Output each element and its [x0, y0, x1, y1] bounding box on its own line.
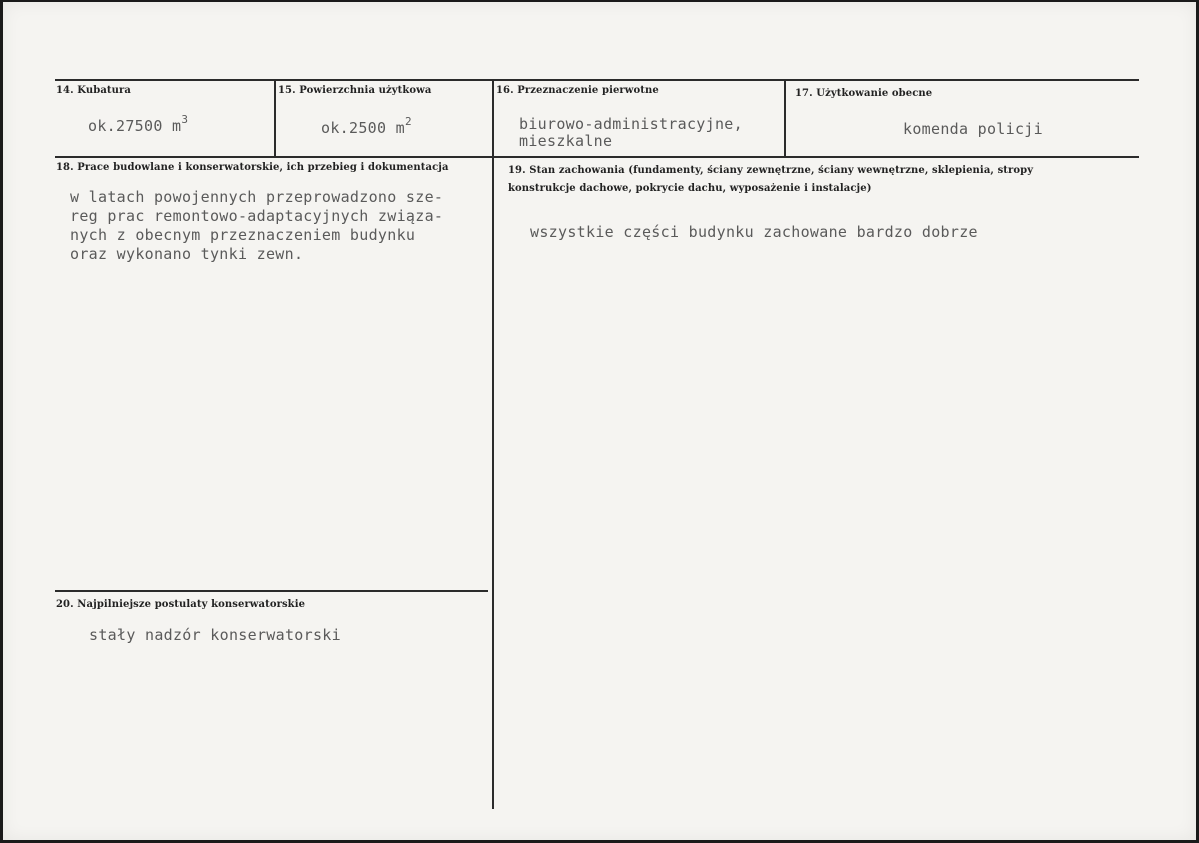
top-rule — [55, 79, 1139, 81]
prace-line: w latach powojennych przeprowadzono sze- — [70, 188, 444, 206]
powierzchnia-number: ok.2500 m — [321, 119, 405, 137]
kubatura-value — [88, 115, 188, 135]
kubatura-number: ok.27500 m — [88, 117, 182, 135]
uzytkowanie-value: komenda policji — [903, 120, 1043, 138]
przeznaczenie-line: biurowo-administracyjne, — [519, 115, 743, 133]
uzytkowanie-label: 17. Użytkowanie obecne — [795, 88, 933, 99]
postulaty-label: 20. Najpilniejsze postulaty konserwatorskie — [56, 599, 306, 610]
prace-line: reg prac remontowo-adaptacyjnych związa- — [70, 207, 444, 225]
przeznaczenie-line: mieszkalne — [519, 132, 613, 150]
record-card — [3, 2, 1196, 840]
prace-line: nych z obecnym przeznaczeniem budynku — [70, 226, 416, 244]
section-20-rule — [55, 590, 488, 592]
przeznaczenie-label: 16. Przeznaczenie pierwotne — [496, 85, 659, 96]
kubatura-unit-exponent: 3 — [181, 113, 189, 126]
stan-zachowania-label-line: konstrukcje dachowe, pokrycie dachu, wyposażenie i instalacje) — [508, 183, 872, 194]
postulaty-value: stały nadzór konserwatorski — [89, 626, 341, 644]
divider-14-15 — [274, 79, 276, 157]
divider-16-17 — [784, 79, 786, 157]
prace-line: oraz wykonano tynki zewn. — [70, 245, 304, 263]
divider-main — [492, 79, 494, 809]
kubatura-label: 14. Kubatura — [56, 85, 131, 96]
stan-zachowania-label-line: 19. Stan zachowania (fundamenty, ściany zewnętrzne, ściany wewnętrzne, sklepienia, stropy — [508, 165, 1034, 176]
powierzchnia-label: 15. Powierzchnia użytkowa — [278, 85, 432, 96]
powierzchnia-value — [321, 117, 412, 137]
prace-value — [70, 188, 443, 264]
row1-bottom-rule — [55, 156, 1139, 158]
powierzchnia-unit-exponent: 2 — [404, 115, 412, 128]
prace-label: 18. Prace budowlane i konserwatorskie, ich przebieg i dokumentacja — [56, 162, 449, 173]
przeznaczenie-value — [519, 115, 743, 151]
stan-zachowania-value: wszystkie części budynku zachowane bardzo dobrze — [530, 223, 978, 241]
